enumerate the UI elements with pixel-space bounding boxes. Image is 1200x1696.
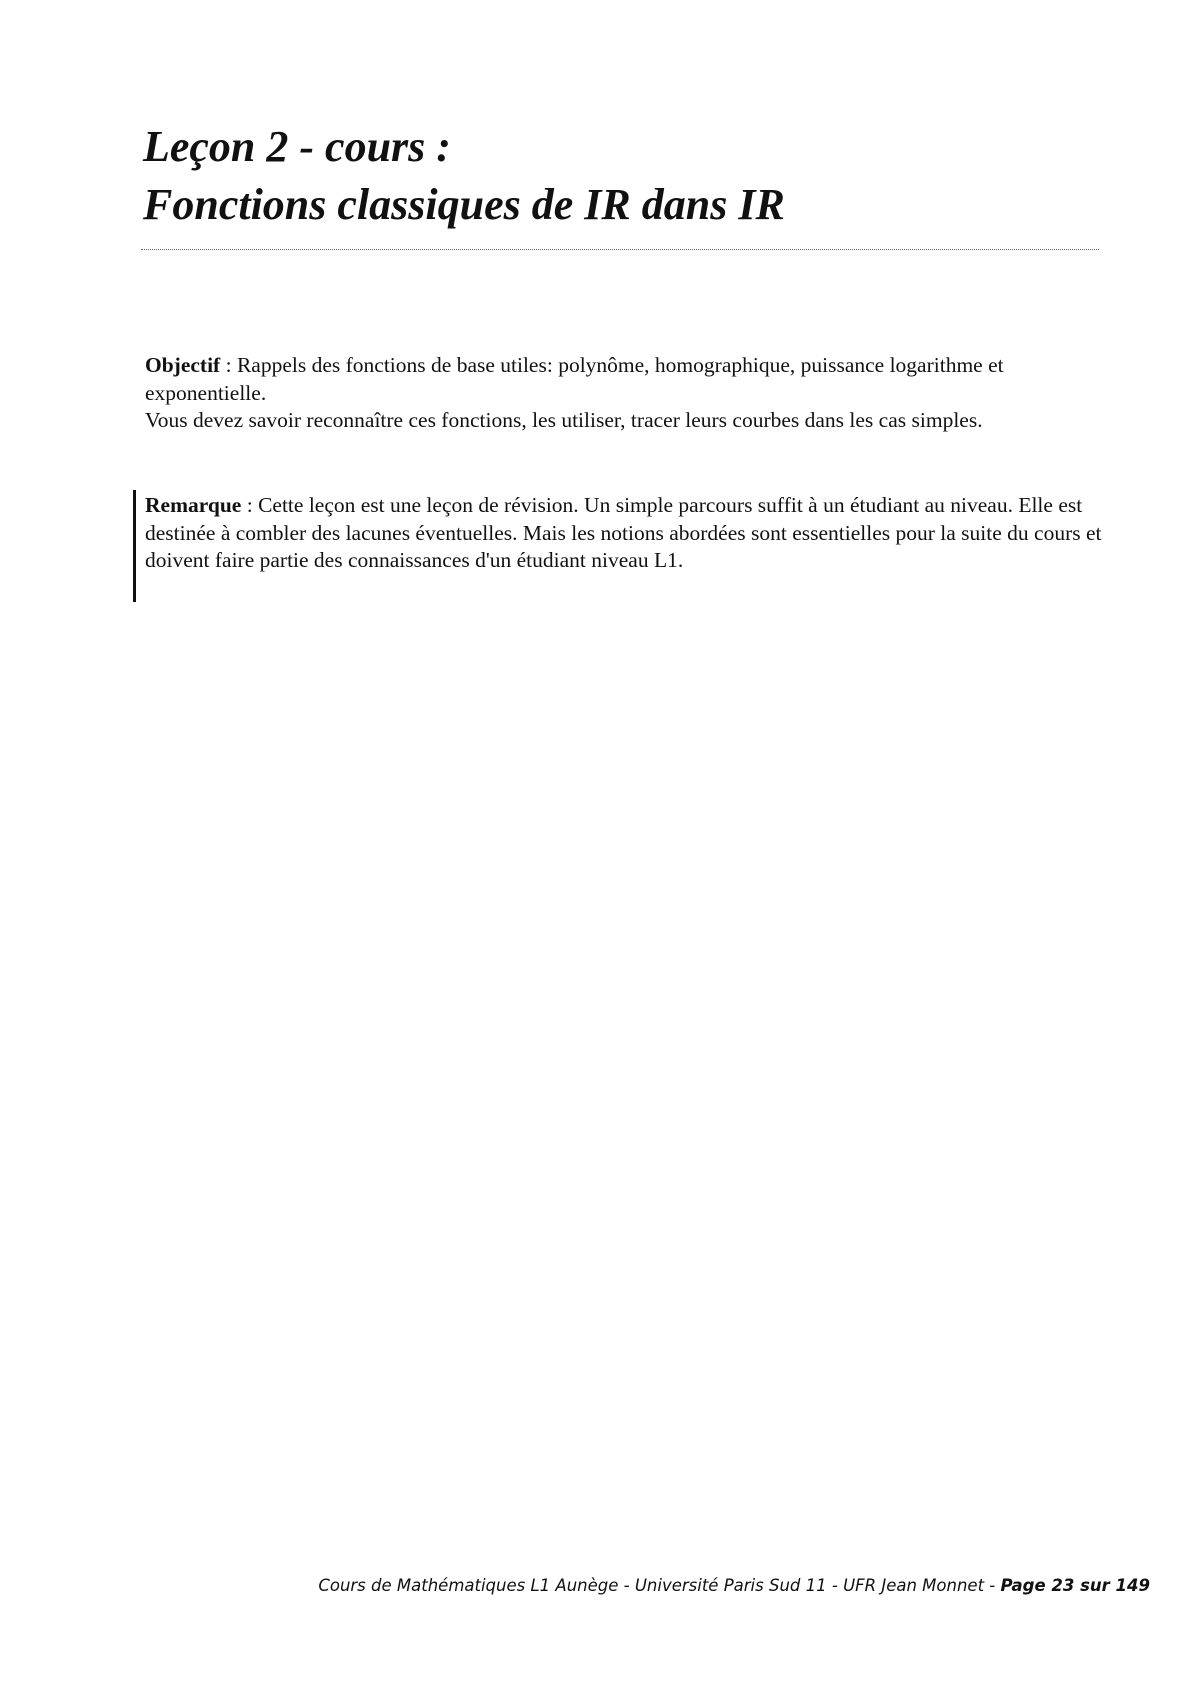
page-footer: [318, 1576, 1150, 1595]
footer-page-number: Page 23 sur 149: [1000, 1576, 1150, 1595]
remarque-margin-bar: [133, 490, 136, 602]
remarque-label: Remarque: [145, 493, 242, 517]
remarque-separator: :: [241, 493, 259, 517]
objectif-text-2: Vous devez savoir reconnaître ces fonctions, les utiliser, tracer leurs courbes dans les cas simples.: [145, 408, 983, 432]
objectif-label: Objectif: [145, 353, 221, 377]
lesson-title: [143, 118, 785, 234]
objectif-text-1: Rappels des fonctions de base utiles: polynôme, homographique, puissance logarithme et exponentielle.: [145, 353, 1004, 405]
title-line-2: Fonctions classiques de IR dans IR: [143, 180, 785, 229]
footer-text: Cours de Mathématiques L1 Aunège - Université Paris Sud 11 - UFR Jean Monnet -: [318, 1576, 1001, 1595]
objectif-paragraph: [145, 352, 1105, 435]
remarque-text: Cette leçon est une leçon de révision. Un simple parcours suffit à un étudiant au niveau. Elle est destinée à combler des lacunes éventuelles. Mais les notions abordées sont essentielles pour la suite du cours et doivent faire partie des connaissances d'un étudiant niveau L1.: [145, 493, 1102, 572]
title-line-1: Leçon 2 - cours :: [143, 122, 451, 171]
objectif-separator: :: [220, 353, 237, 377]
title-divider: [141, 249, 1099, 250]
remarque-paragraph: [145, 492, 1105, 575]
